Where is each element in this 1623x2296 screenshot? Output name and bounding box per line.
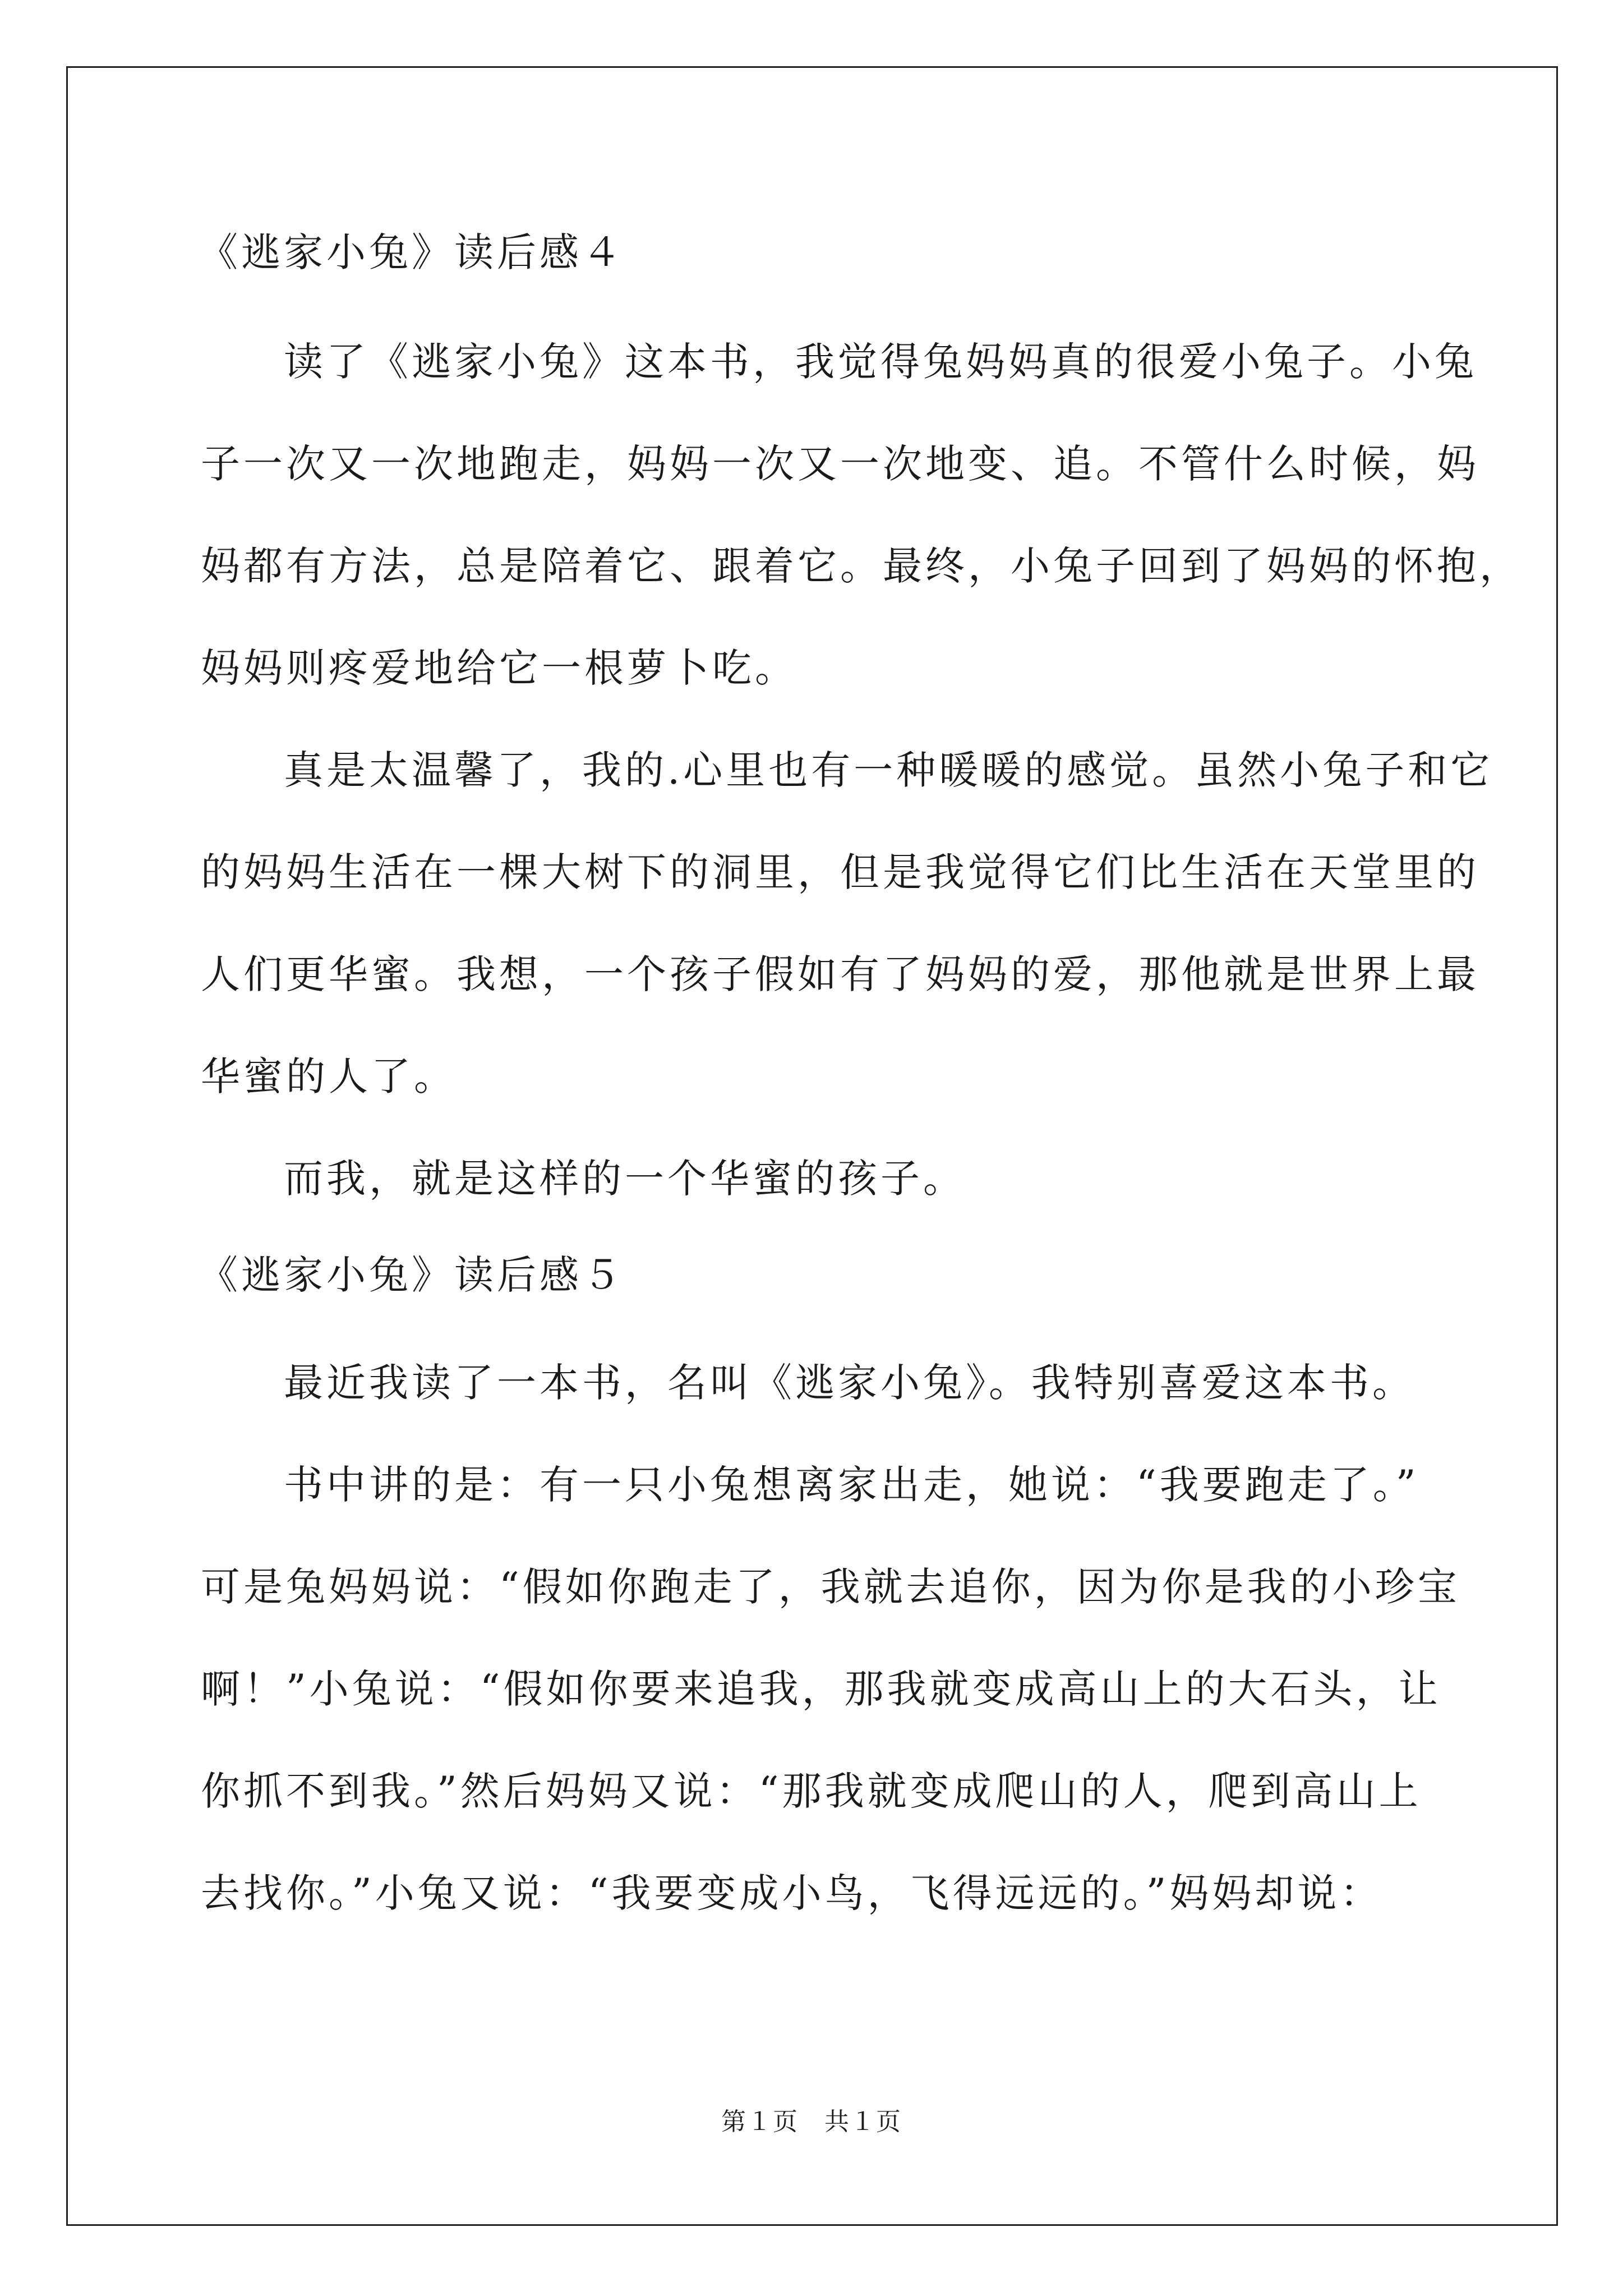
paragraph-line: 去找你。”小兔又说：“我要变成小鸟，飞得远远的。”妈妈却说： xyxy=(201,1870,1383,1916)
paragraph-line: 书中讲的是：有一只小兔想离家出走，她说：“我要跑走了。” xyxy=(284,1462,1419,1508)
paragraph-line: 可是兔妈妈说：“假如你跑走了，我就去追你，因为你是我的小珍宝 xyxy=(201,1564,1460,1610)
section-title-5: 《逃家小兔》读后感５ xyxy=(199,1252,625,1298)
paragraph-line: 最近我读了一本书，名叫《逃家小兔》。我特别喜爱这本书。 xyxy=(284,1360,1415,1406)
paragraph-line: 子一次又一次地跑走，妈妈一次又一次地变、追。不管什么时候，妈 xyxy=(201,441,1479,487)
paragraph-line: 华蜜的人了。 xyxy=(201,1053,457,1099)
paragraph-line: 而我，就是这样的一个华蜜的孩子。 xyxy=(284,1156,966,1202)
section-title-4: 《逃家小兔》读后感４ xyxy=(199,229,625,275)
paragraph-line: 读了《逃家小兔》这本书，我觉得兔妈妈真的很爱小兔子。小兔 xyxy=(284,339,1477,385)
paragraph-line: 你抓不到我。”然后妈妈又说：“那我就变成爬山的人，爬到高山上 xyxy=(201,1768,1422,1814)
paragraph-line: 人们更华蜜。我想，一个孩子假如有了妈妈的爱，那他就是世界上最 xyxy=(201,951,1479,997)
paragraph-line: 真是太温馨了，我的.心里也有一种暖暖的感觉。虽然小兔子和它 xyxy=(284,747,1493,793)
paragraph-line: 的妈妈生活在一棵大树下的洞里，但是我觉得它们比生活在天堂里的 xyxy=(201,849,1479,895)
page-footer: 第１页 共１页 xyxy=(721,2108,902,2136)
paragraph-line: 妈妈则疼爱地给它一根萝卜吃。 xyxy=(201,645,797,691)
paragraph-line: 啊！”小兔说：“假如你要来追我，那我就变成高山上的大石头，让 xyxy=(201,1666,1441,1712)
paragraph-line: 妈都有方法，总是陪着它、跟着它。最终，小兔子回到了妈妈的怀抱， xyxy=(201,543,1522,589)
